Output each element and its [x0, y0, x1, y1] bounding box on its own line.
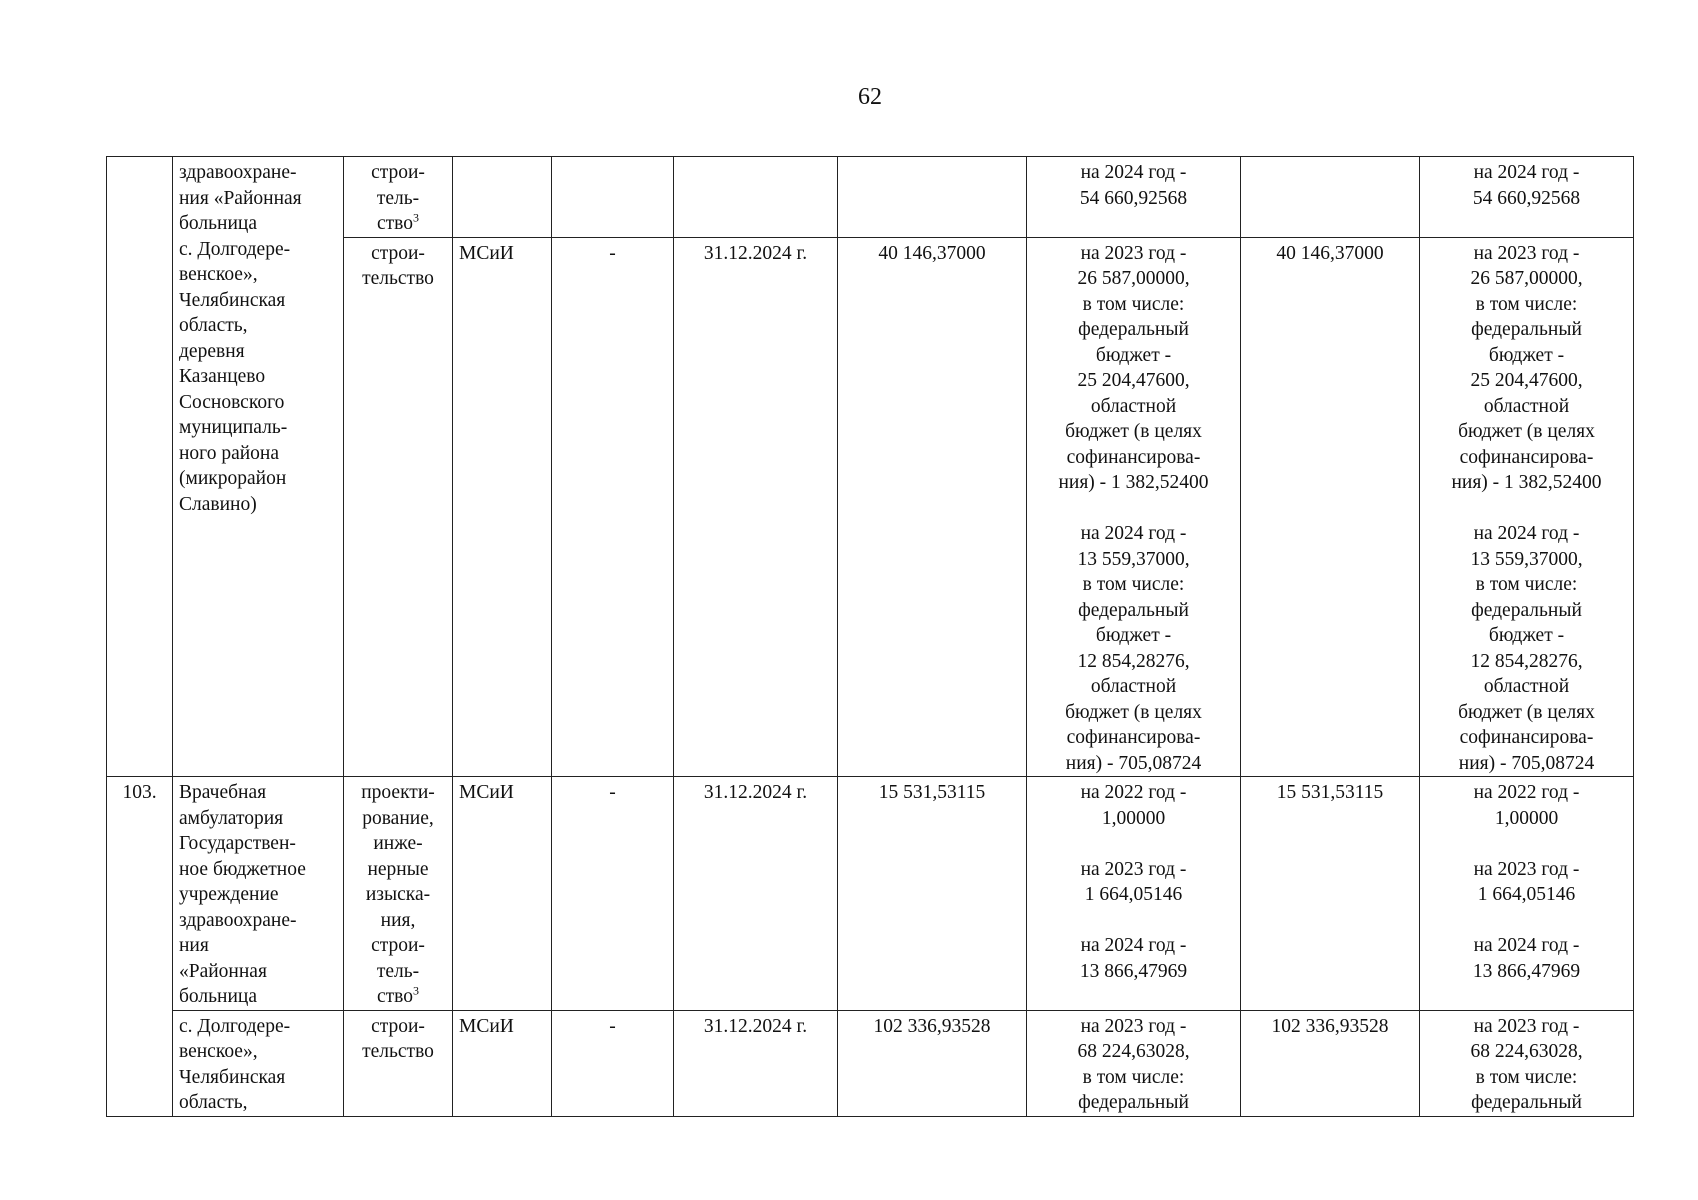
- cell-funding-by-year: на 2022 год - 1,00000 на 2023 год - 1 664,05146 на 2024 год - 13 866,47969: [1420, 777, 1634, 1011]
- cell-customer: МСиИ: [453, 777, 552, 1011]
- cell-funding-by-year: на 2023 год - 68 224,63028, в том числе: федеральный: [1420, 1010, 1634, 1116]
- cell-funding-total: 40 146,37000: [1241, 237, 1420, 777]
- cell-work-type: строи- тельство: [344, 237, 453, 777]
- cell-cost-by-year: на 2023 год - 68 224,63028, в том числе: федеральный: [1027, 1010, 1241, 1116]
- cell-deadline: 31.12.2024 г.: [674, 237, 838, 777]
- cell-deadline: 31.12.2024 г.: [674, 1010, 838, 1116]
- cell-cost-total: 15 531,53115: [838, 777, 1027, 1011]
- cell-customer: МСиИ: [453, 237, 552, 777]
- cell-funding-by-year: на 2024 год - 54 660,92568: [1420, 157, 1634, 238]
- cell-dash: -: [552, 777, 674, 1011]
- cell-deadline: [674, 157, 838, 238]
- cell-work-type: строи- тельство: [344, 1010, 453, 1116]
- cell-cost-by-year: на 2023 год - 26 587,00000, в том числе: федеральный бюджет - 25 204,47600, областной бюджет (в целях софинансирова- ния) - 1 382,52400 на 2024 год - 13 559,37000, в том числе: федеральный бюджет - 12 854,28276, областной бюджет (в целях софинансирова- ния) - 705,08724: [1027, 237, 1241, 777]
- footnote-mark: 3: [413, 210, 419, 225]
- cell-cost-total: [838, 157, 1027, 238]
- cell-funding-total: 15 531,53115: [1241, 777, 1420, 1011]
- cell-dash: [552, 157, 674, 238]
- work-type-text: строи- тель- ство: [371, 162, 425, 234]
- cell-work-type: [344, 157, 453, 238]
- cell-deadline: 31.12.2024 г.: [674, 777, 838, 1011]
- cell-cost-total: 102 336,93528: [838, 1010, 1027, 1116]
- table-row: [107, 1010, 1634, 1116]
- cell-object-name: Врачебная амбулатория Государствен- ное бюджетное учреждение здравоохране- ния «Районная больница: [173, 777, 344, 1011]
- table-row: [107, 157, 1634, 238]
- page-number: 62: [858, 84, 882, 110]
- cell-funding-total: [1241, 157, 1420, 238]
- cell-cost-by-year: на 2024 год - 54 660,92568: [1027, 157, 1241, 238]
- work-type-text: проекти- рование, инже- нерные изыска- ния, строи- тель- ство: [361, 782, 435, 1007]
- cell-dash: -: [552, 237, 674, 777]
- cell-number: 103.: [107, 777, 173, 1117]
- cell-funding-total: 102 336,93528: [1241, 1010, 1420, 1116]
- investment-objects-table: [106, 156, 1634, 1117]
- cell-cost-by-year: на 2022 год - 1,00000 на 2023 год - 1 664,05146 на 2024 год - 13 866,47969: [1027, 777, 1241, 1011]
- cell-work-type: [344, 777, 453, 1011]
- cell-customer: МСиИ: [453, 1010, 552, 1116]
- cell-dash: -: [552, 1010, 674, 1116]
- footnote-mark: 3: [413, 983, 419, 998]
- table-row: [107, 777, 1634, 1011]
- cell-object-name: с. Долгодере- венское», Челябинская область,: [173, 1010, 344, 1116]
- cell-number: [107, 157, 173, 777]
- cell-customer: [453, 157, 552, 238]
- cell-funding-by-year: на 2023 год - 26 587,00000, в том числе: федеральный бюджет - 25 204,47600, областной бюджет (в целях софинансирова- ния) - 1 382,52400 на 2024 год - 13 559,37000, в том числе: федеральный бюджет - 12 854,28276, областной бюджет (в целях софинансирова- ния) - 705,08724: [1420, 237, 1634, 777]
- cell-cost-total: 40 146,37000: [838, 237, 1027, 777]
- cell-object-name: здравоохране- ния «Районная больница с. Долгодере- венское», Челябинская область, деревня Казанцево Сосновского муниципаль- ного района (микрорайон Славино): [173, 157, 344, 777]
